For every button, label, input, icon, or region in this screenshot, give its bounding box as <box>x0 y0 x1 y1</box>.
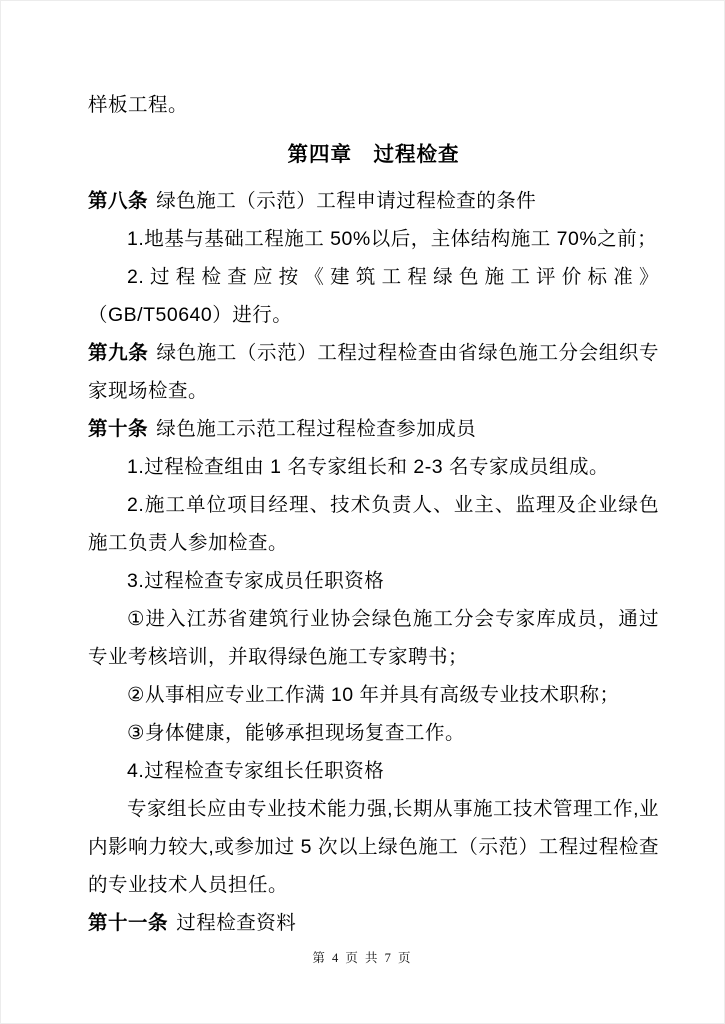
page-number-footer: 第 4 页 共 7 页 <box>312 951 413 965</box>
item-paragraph: 1.过程检查组由 1 名专家组长和 2-3 名专家成员组成。 <box>127 456 609 478</box>
item-paragraph: 4.过程检查专家组长任职资格 <box>127 760 385 782</box>
item-paragraph: 专家组长应由专业技术能力强,长期从事施工技术管理工作,业内影响力较大,或参加过 5 次以上绿色施工（示范）工程过程检查的专业技术人员担任。 <box>88 798 659 896</box>
article-8-paragraph <box>88 182 659 220</box>
item-paragraph: 3.过程检查专家成员任职资格 <box>127 570 385 592</box>
article-11-paragraph <box>88 904 659 942</box>
article-11-text: 过程检查资料 <box>176 912 297 934</box>
paragraph-continuation: 样板工程。 <box>88 94 189 116</box>
item-paragraph: 2.过程检查应按《建筑工程绿色施工评价标准》（GB/T50640）进行。 <box>88 266 659 326</box>
article-9-paragraph <box>88 334 659 410</box>
chapter-heading: 第四章 过程检查 <box>287 143 460 166</box>
item-paragraph: ①进入江苏省建筑行业协会绿色施工分会专家库成员，通过专业考核培训，并取得绿色施工专家聘书； <box>88 608 659 668</box>
article-8-label: 第八条 <box>88 190 149 212</box>
item-paragraph: 2.施工单位项目经理、技术负责人、业主、监理及企业绿色施工负责人参加检查。 <box>88 494 659 554</box>
article-8-text: 绿色施工（示范）工程申请过程检查的条件 <box>156 190 537 212</box>
item-paragraph: 1.地基与基础工程施工 50%以后，主体结构施工 70%之前； <box>127 228 658 250</box>
article-10-label: 第十条 <box>88 418 149 440</box>
article-10-text: 绿色施工示范工程过程检查参加成员 <box>156 418 477 440</box>
article-11-label: 第十一条 <box>88 912 169 934</box>
document-body <box>88 86 659 944</box>
article-9-text: 绿色施工（示范）工程过程检查由省绿色施工分会组织专家现场检查。 <box>88 342 659 402</box>
article-9-label: 第九条 <box>88 342 149 364</box>
article-10-paragraph <box>88 410 659 448</box>
item-paragraph: ③身体健康，能够承担现场复查工作。 <box>127 722 465 744</box>
item-paragraph: ②从事相应专业工作满 10 年并具有高级专业技术职称； <box>127 684 620 706</box>
